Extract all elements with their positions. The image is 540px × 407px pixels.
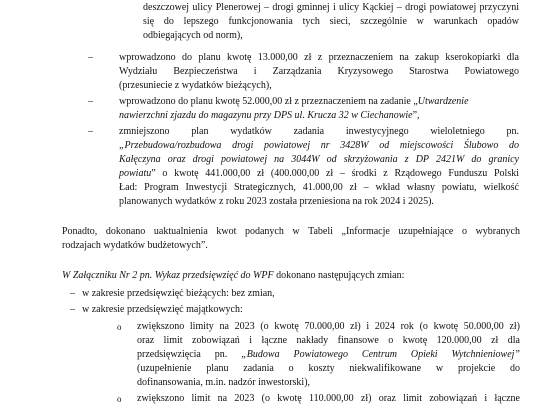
list-dash: –	[70, 304, 75, 315]
text-line: (przesuniecie z wydatków bieżących),	[119, 80, 272, 91]
text-line: (uzupełnienie planu zadania o koszty niekwalifikowane w projekcie do	[137, 363, 520, 374]
text-line: dofinansowania, m.in. nadzór inwestorski),	[137, 377, 311, 388]
text-line: zmniejszono plan wydatków zadania inwestycyjnego wieloletniego pn.	[119, 126, 519, 137]
text-line: wprowadzono do planu kwotę 52.000,00 zł z przeznaczeniem na zadanie „Utwardzenie	[119, 96, 469, 107]
text-line: Wydziału Bezpieczeństwa i Zarządzania Kryzysowego Starostwa Powiatowego	[119, 66, 519, 77]
list-circle: o	[117, 394, 122, 404]
text-line: „Przebudowa/rozbudowa drogi powiatowej nr 3428W od miejscowości Ślubowo do	[119, 140, 519, 151]
list-dash: –	[88, 96, 93, 107]
text-line: deszczowej ulicy Plenerowej – drogi gminnej i ulicy Kąckiej – drogi powiatowej przyczyni	[143, 2, 519, 13]
list-dash: –	[88, 52, 93, 63]
text-line: w zakresie przedsięwzięć bieżących: bez zmian,	[82, 288, 275, 299]
list-dash: –	[88, 126, 93, 137]
text-line: odbiegających od norm),	[143, 30, 243, 41]
text-line: Kałęczyna oraz drogi powiatowej na 3044W od skrzyżowania z DP 2421W do granicy	[119, 154, 519, 165]
list-dash: –	[70, 288, 75, 299]
text-line: rodzajach wydatków budżetowych”.	[62, 240, 208, 251]
text-line: się do lepszego funkcjonowania tych sieci, szczególnie w warunkach opadów	[143, 16, 519, 27]
text-line: W Załączniku Nr 2 pn. Wykaz przedsięwzięć do WPF dokonano następujących zmian:	[62, 270, 405, 281]
text-line: powiatu” o kwotę 441.000,00 zł (400.000,00 zł – środki z Rządowego Funduszu Polski	[119, 168, 519, 179]
text-line: wprowadzono do planu kwotę 13.000,00 zł z przeznaczeniem na zakup kserokopiarki dla	[119, 52, 519, 63]
text-line: planowanych wydatków z roku 2023 została przeniesiona na rok 2024 i 2025).	[119, 196, 434, 207]
text-line: zwiększono limit na 2023 (o kwotę 110.000,00 zł) oraz limit zobowiązań i łączne	[137, 393, 520, 404]
text-line: nawierzchni zjazdu do magazynu przy DPS ul. Krucza 32 w Ciechanowie”,	[119, 110, 420, 121]
text-line: w zakresie przedsięwzięć majątkowych:	[82, 304, 243, 315]
text-line: oraz limit zobowiązań i łączne nakłady finansowe o kwotę 120.000,00 zł dla	[137, 335, 520, 346]
text-line: zwiększono limity na 2023 (o kwotę 70.000,00 zł) i 2024 rok (o kwotę 50.000,00 zł)	[137, 321, 520, 332]
text-line: przedsięwzięcia pn. „Budowa Powiatowego Centrum Opieki Wytchnieniowej”	[137, 349, 520, 360]
text-line: Ponadto, dokonano uaktualnienia kwot podanych w Tabeli „Informacje uzupełniające o wybranych	[62, 226, 520, 237]
list-circle: o	[117, 322, 122, 332]
text-line: Ład: Program Inwestycji Strategicznych, 41.000,00 zł – wkład własny powiatu, wielkość	[119, 182, 519, 193]
